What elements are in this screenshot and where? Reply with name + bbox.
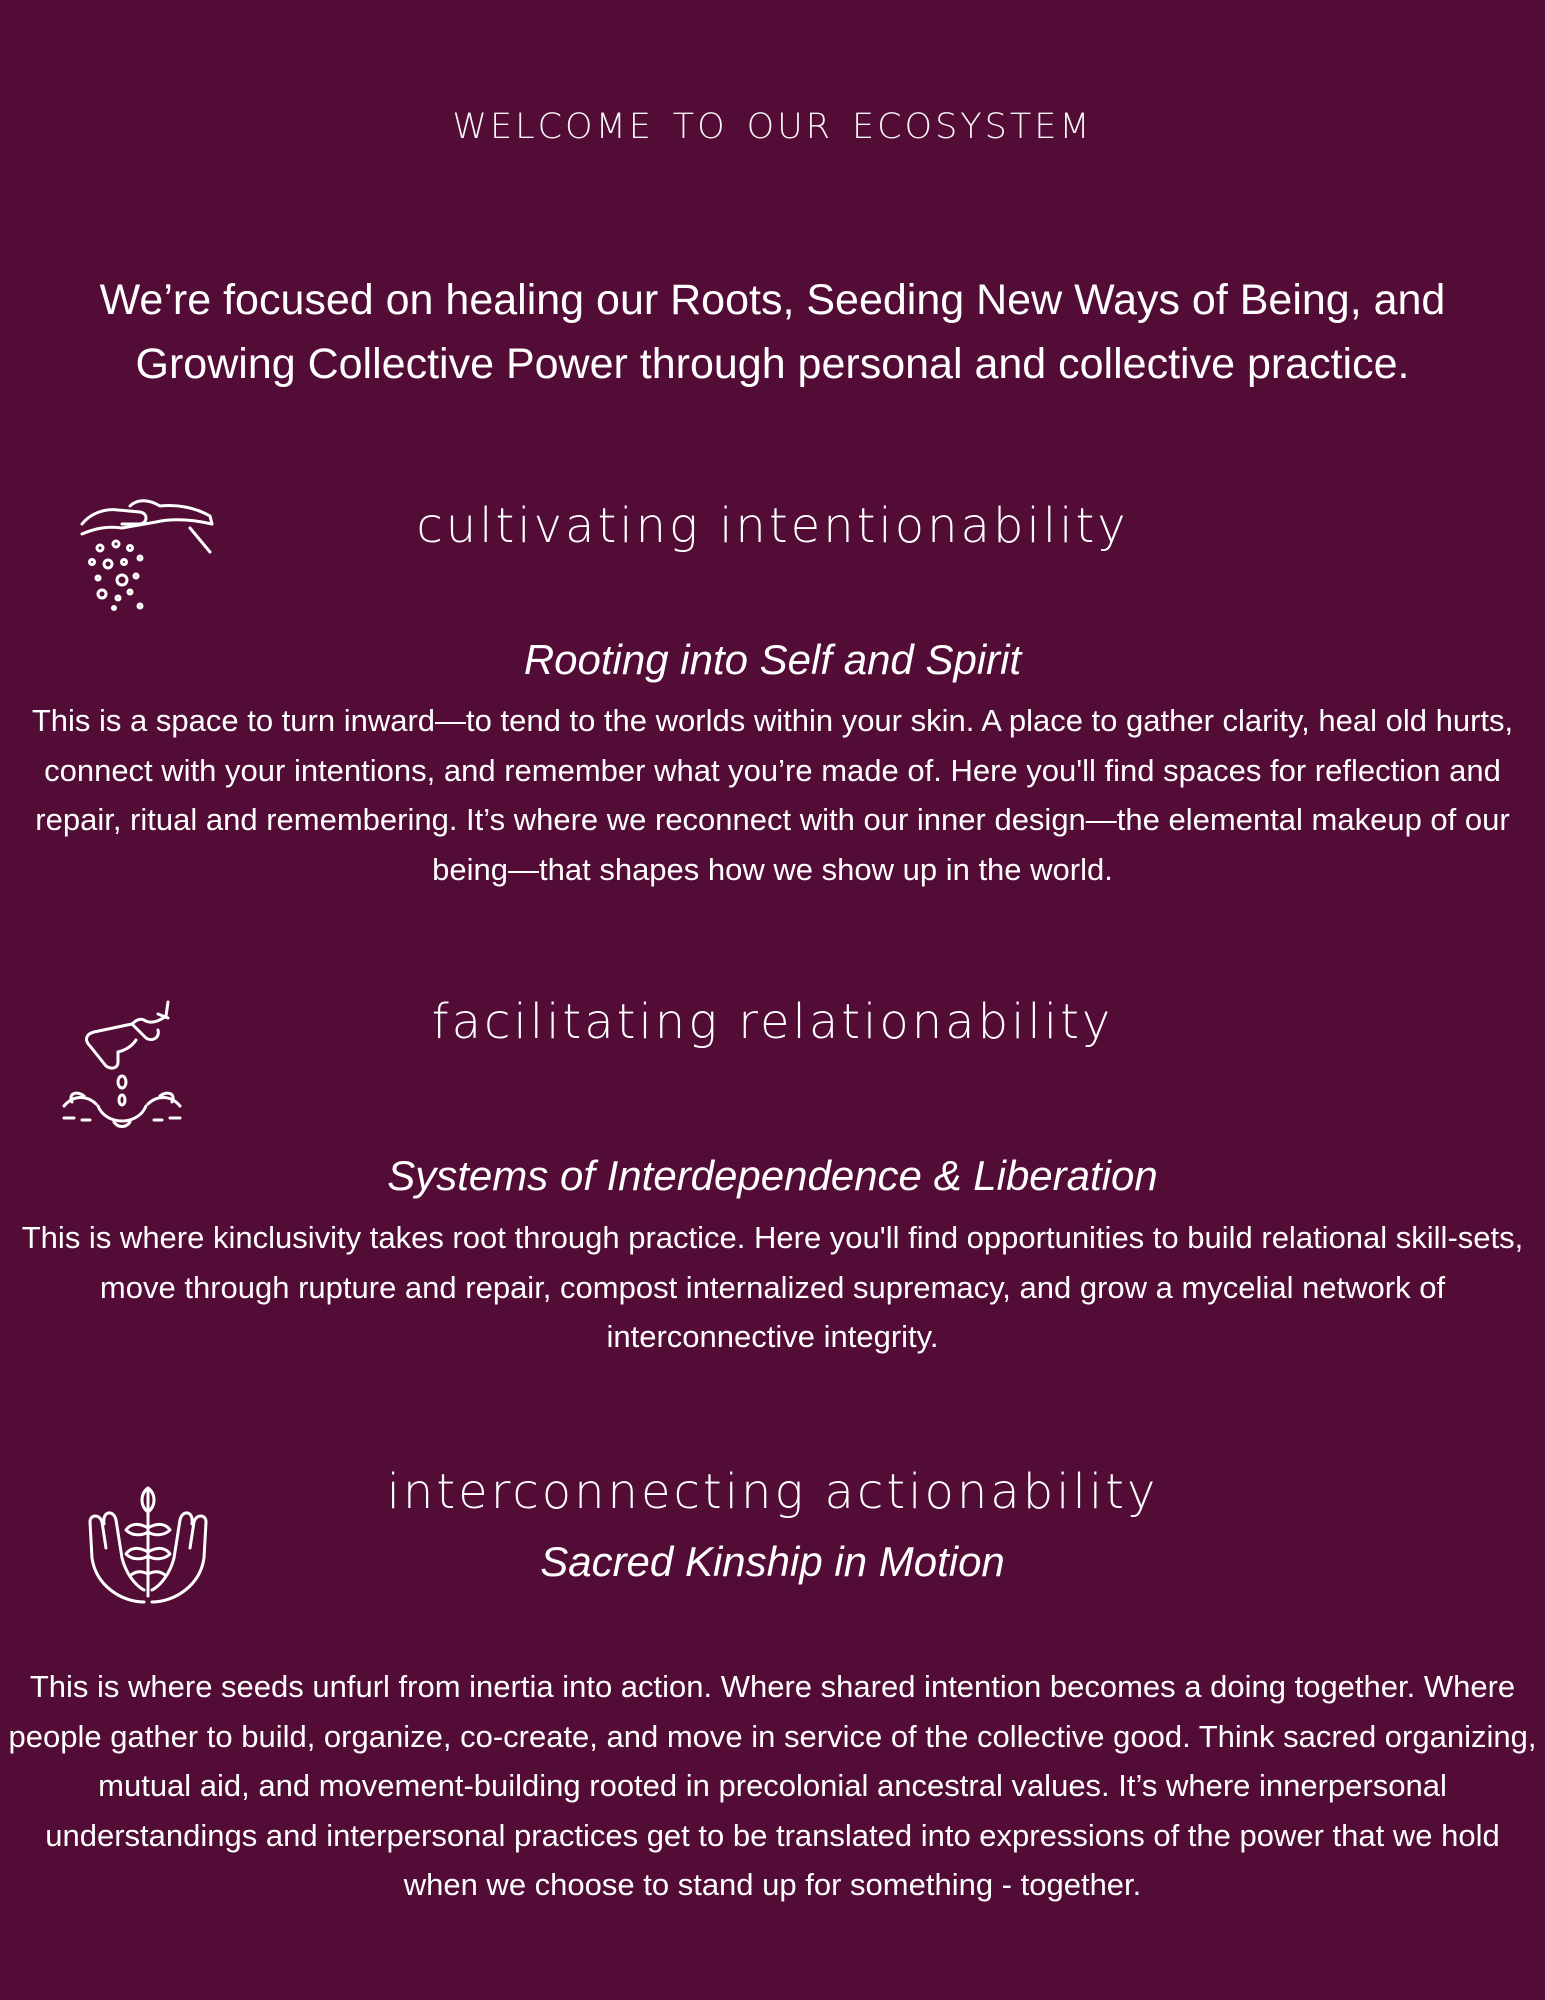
section-subtitle-actionability: Sacred Kinship in Motion xyxy=(540,1538,1005,1585)
section-title-relationability: facilitating relationability xyxy=(431,994,1114,1050)
section-body-intentionability: This is a space to turn inward—to tend to the worlds within your skin. A place to gather clarity, heal old hurts, connect with your intentions, and remember what you’re made of. Here you'll find spaces for reflection and repair, ritual and remembering. It’s where we reconnect with our inner design—the elemental makeup of our being—that shapes how we show up in the world. xyxy=(31,703,1514,887)
section-body-relationability: This is where kinclusivity takes root through practice. Here you'll find opportunities to build relational skill-sets, move through rupture and repair, compost internalized supremacy, and grow a mycelial network of interconnective integrity. xyxy=(21,1220,1524,1354)
section-body-actionability: This is where seeds unfurl from inertia into action. Where shared intention becomes a doing together. Where people gather to build, organize, co-create, and move in service of the collective good. Think sacred organizing, mutual aid, and movement-building rooted in precolonial ancestral values. It’s where innerpersonal understandings and interpersonal practices get to be translated into expressions of the power that we hold when we choose to stand up for something - together. xyxy=(8,1669,1537,1902)
section-subtitle-intentionability: Rooting into Self and Spirit xyxy=(523,636,1022,683)
page-title: welcome to our ecosystem xyxy=(452,92,1093,150)
section-title-intentionability: cultivating intentionability xyxy=(416,498,1129,554)
section-title-actionability: interconnecting actionability xyxy=(386,1464,1159,1520)
intro-text: We’re focused on healing our Roots, Seeding New Ways of Being, and Growing Collective Power through personal and collective practice. xyxy=(99,276,1446,388)
section-subtitle-relationability: Systems of Interdependence & Liberation xyxy=(387,1152,1158,1199)
